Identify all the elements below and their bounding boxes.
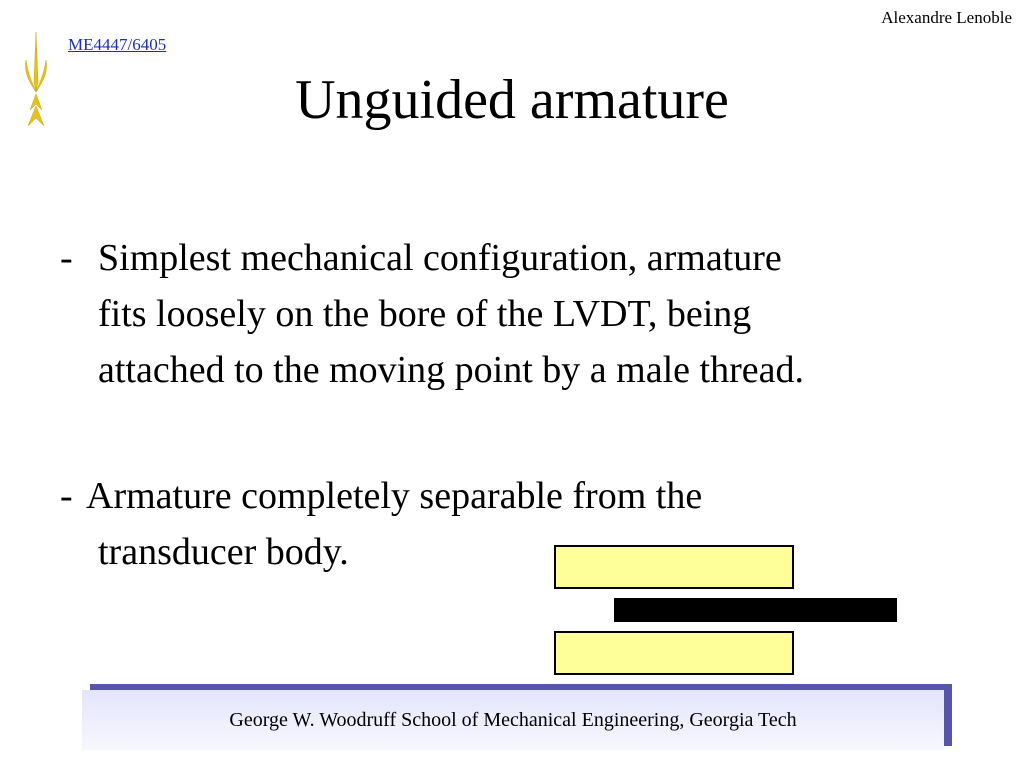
author-name: Alexandre Lenoble	[881, 8, 1012, 27]
slide-title: Unguided armature	[295, 69, 729, 131]
bullet-line: fits loosely on the bore of the LVDT, being	[98, 293, 752, 335]
lvdt-armature	[614, 598, 897, 622]
course-code-link[interactable]: ME4447/6405	[68, 35, 167, 54]
bullet-line: transducer body.	[98, 531, 349, 573]
bullet-line: attached to the moving point by a male thread.	[98, 349, 804, 391]
bullet-item	[60, 230, 960, 398]
bullet-line: Armature completely separable from the	[86, 475, 703, 517]
footer-text: George W. Woodruff School of Mechanical Engineering, Georgia Tech	[229, 708, 797, 731]
lvdt-coil-top	[554, 545, 794, 589]
lvdt-coil-bottom	[554, 631, 794, 675]
footer-banner	[82, 690, 944, 750]
bullet-dash: -	[60, 237, 73, 279]
bullet-dash: -	[60, 475, 73, 517]
bullet-item	[60, 468, 960, 580]
bullet-line: Simplest mechanical configuration, armature	[98, 237, 782, 279]
